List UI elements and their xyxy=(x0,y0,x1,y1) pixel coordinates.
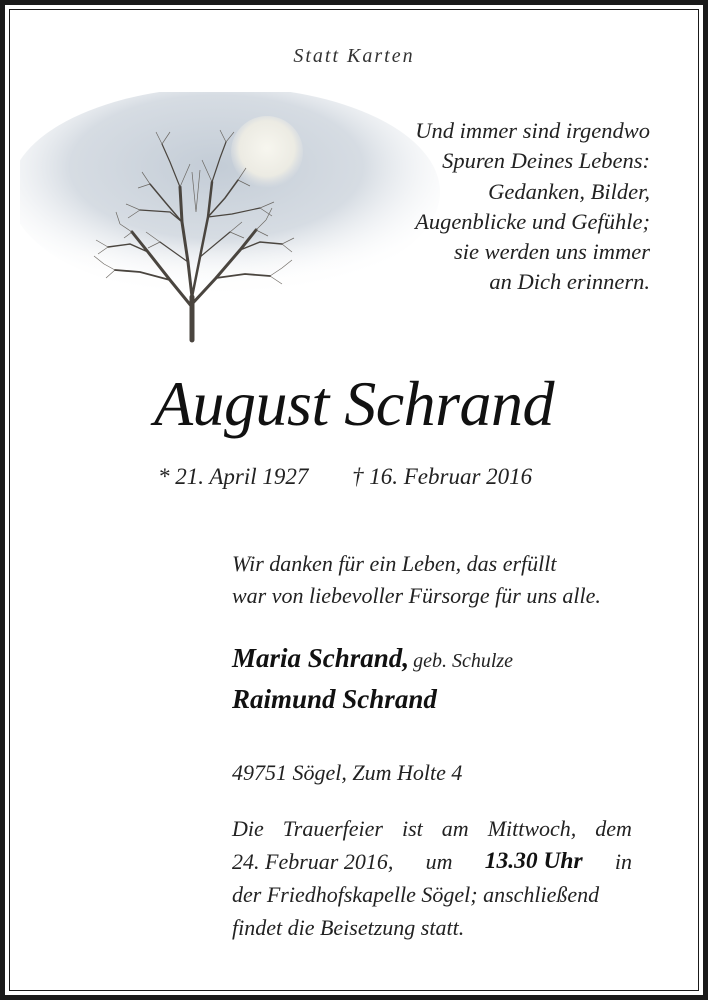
birth-date: * 21. April 1927 xyxy=(158,464,309,489)
funeral-line xyxy=(232,878,632,911)
funeral-date: 24. Februar 2016, xyxy=(232,849,394,874)
poem-line: Spuren Deines Lebens: xyxy=(442,148,650,174)
funeral-time: 13.30 Uhr xyxy=(484,848,583,874)
mourners-list xyxy=(232,640,513,722)
death-date: † 16. Februar 2016 xyxy=(352,464,533,489)
funeral-word: am xyxy=(441,816,469,841)
funeral-line xyxy=(232,845,632,878)
mourner-row xyxy=(232,681,513,722)
poem-line: sie werden uns immer xyxy=(453,239,650,265)
thanks-line: war von liebevoller Fürsorge für uns alle. xyxy=(232,583,601,608)
poem-line: Gedanken, Bilder, xyxy=(488,178,650,204)
funeral-word: Trauerfeier xyxy=(282,816,383,841)
memorial-poem xyxy=(415,116,650,298)
statt-karten-heading: Statt Karten xyxy=(293,45,415,67)
bare-tree-with-moon-image xyxy=(20,92,440,350)
mourner-maiden-name: geb. Schulze xyxy=(413,650,514,672)
deceased-name: August Schrand xyxy=(153,368,555,439)
funeral-word: um xyxy=(425,849,453,874)
funeral-burial: findet die Beisetzung statt. xyxy=(232,915,465,940)
funeral-word: Die xyxy=(232,816,264,841)
funeral-word: dem xyxy=(595,816,632,841)
mourner-name: Maria Schrand xyxy=(232,643,403,673)
thanks-text xyxy=(232,548,601,612)
mourner-name: Raimund Schrand xyxy=(232,684,437,714)
poem-line: Augenblicke und Gefühle; xyxy=(415,208,650,234)
poem-line: an Dich erinnern. xyxy=(489,269,650,295)
funeral-line xyxy=(232,812,632,845)
funeral-location: der Friedhofskapelle Sögel; anschließend xyxy=(232,882,600,907)
funeral-word: in xyxy=(614,849,632,874)
moon xyxy=(231,116,303,188)
mourner-row xyxy=(232,640,513,681)
family-address: 49751 Sögel, Zum Holte 4 xyxy=(232,760,463,785)
mourner-separator: , xyxy=(402,643,410,673)
funeral-word: Mittwoch, xyxy=(487,816,577,841)
ground-fade xyxy=(20,242,440,350)
funeral-notice xyxy=(232,812,632,944)
thanks-line: Wir danken für ein Leben, das erfüllt xyxy=(232,551,557,576)
funeral-line xyxy=(232,911,632,944)
funeral-word: ist xyxy=(402,816,423,841)
poem-line: Und immer sind irgendwo xyxy=(415,118,650,143)
